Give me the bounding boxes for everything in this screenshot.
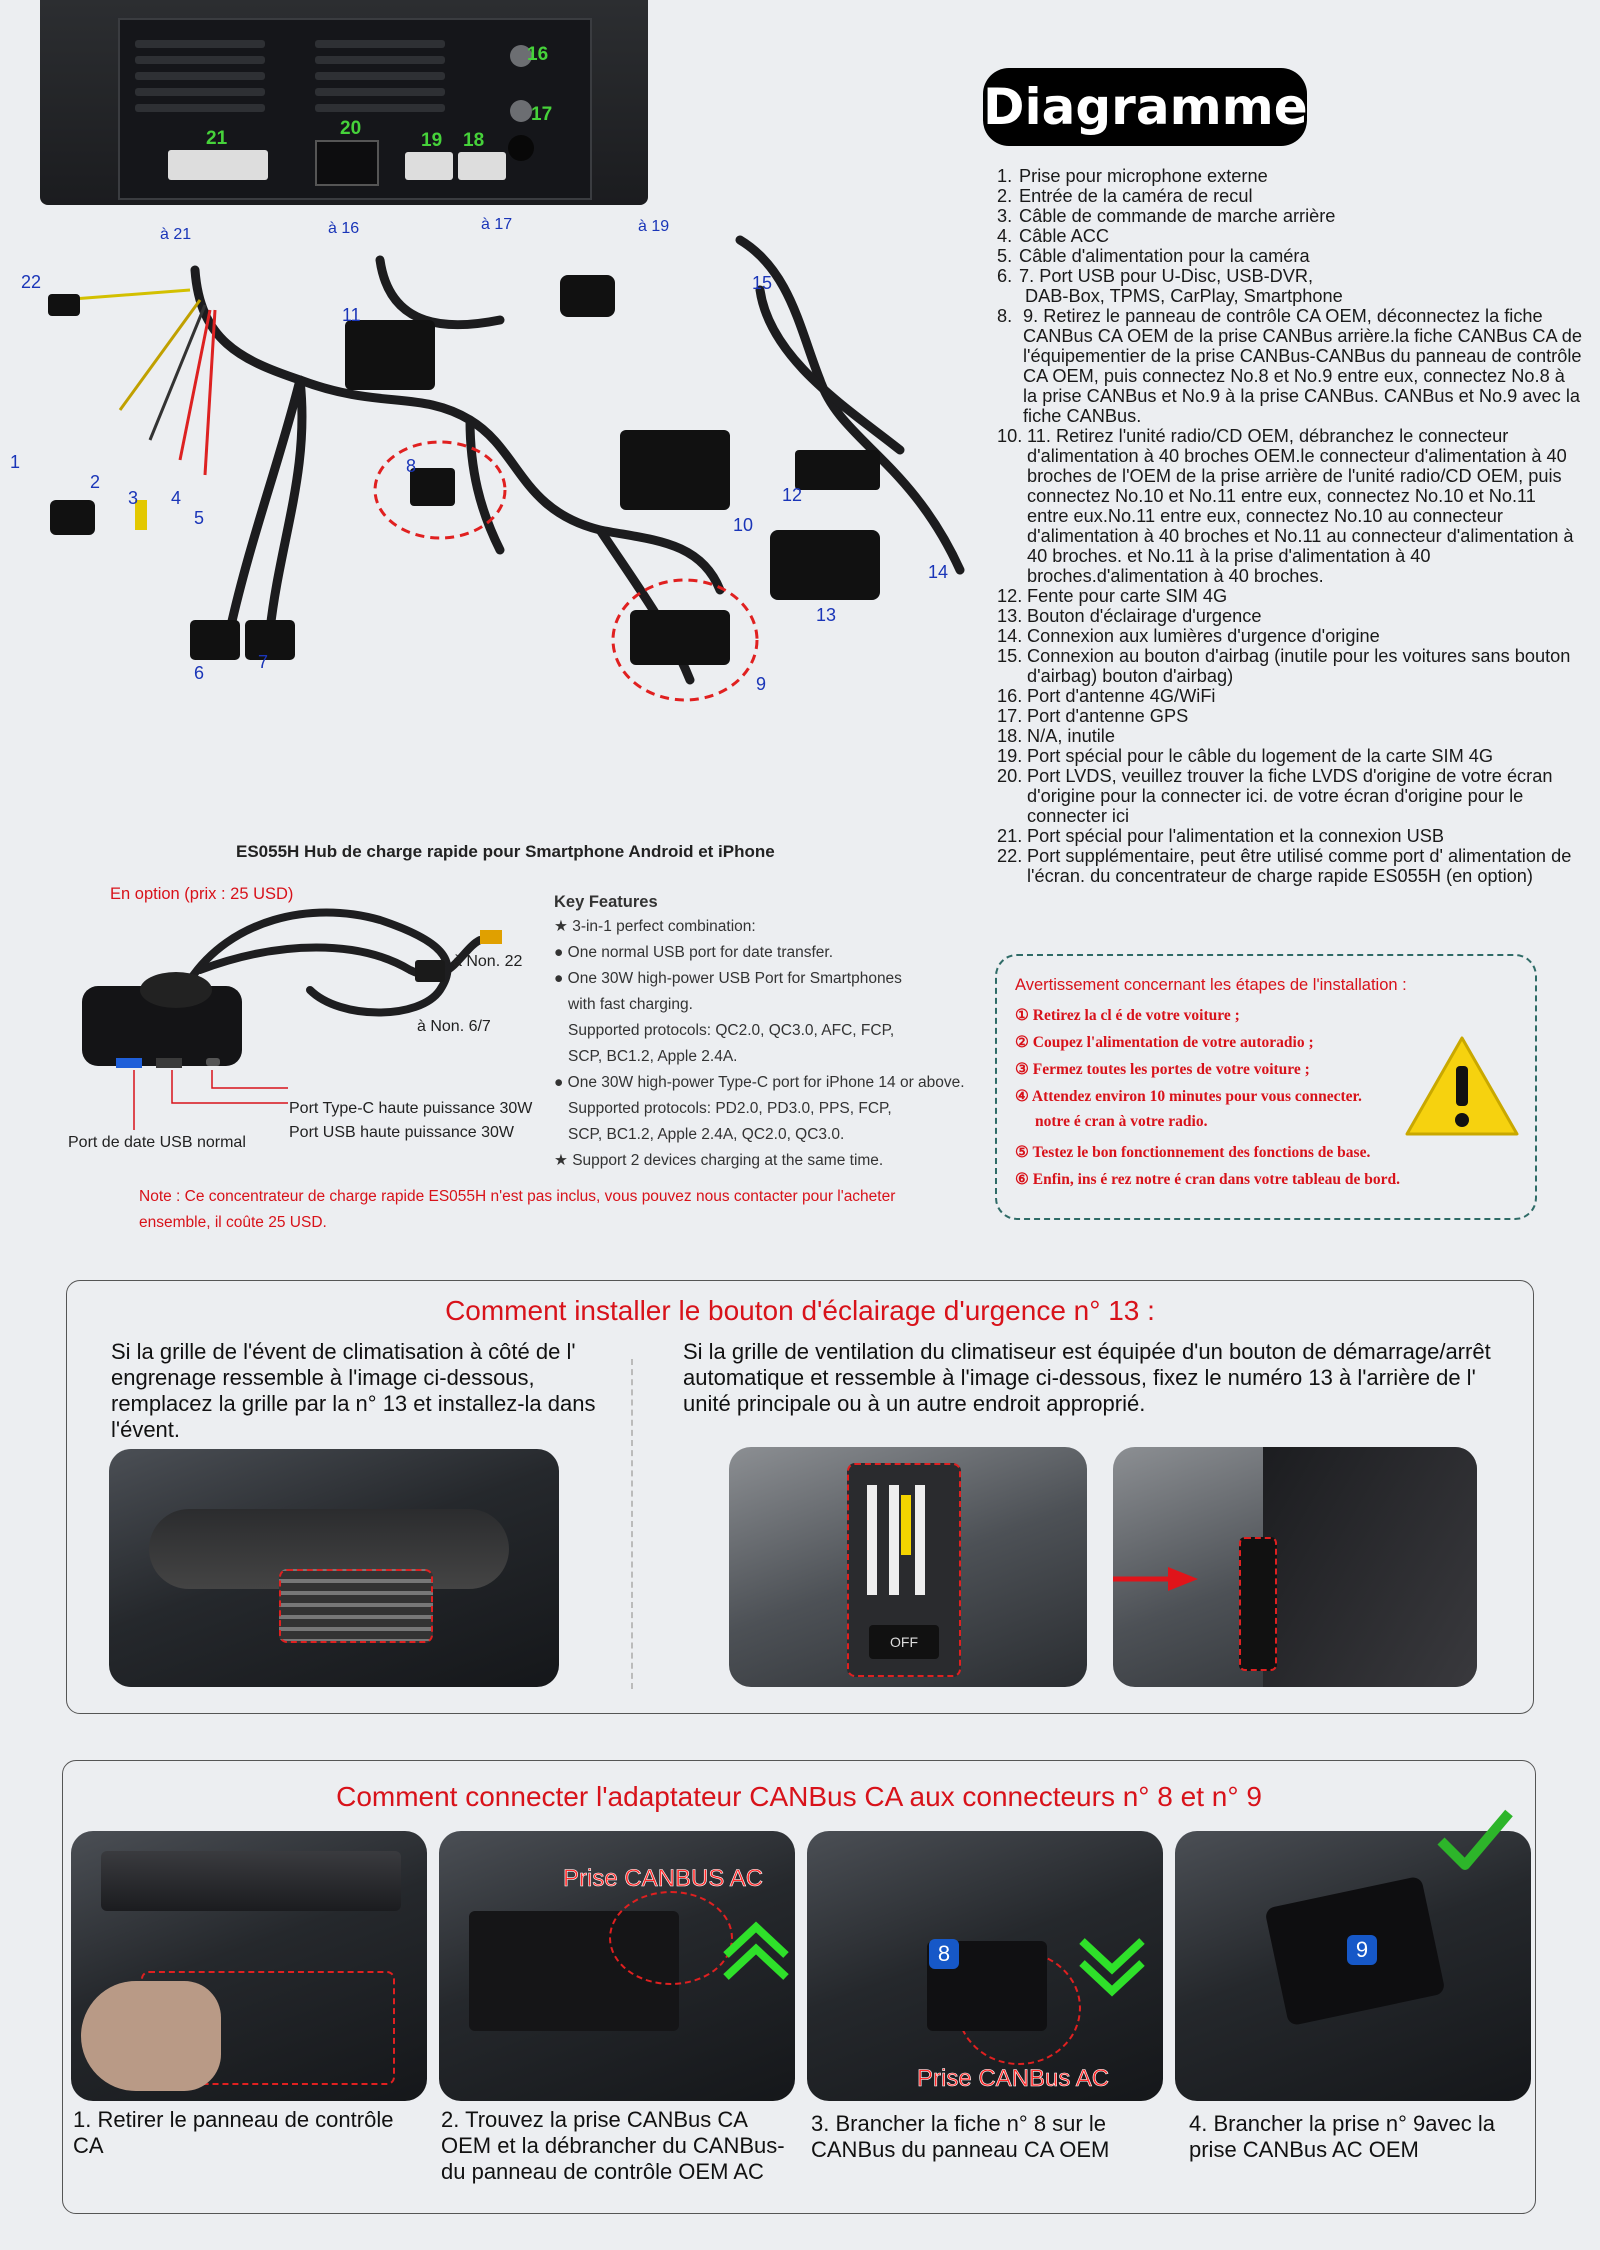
harness-num-13: 13 xyxy=(816,605,837,625)
warning-step: ⑥ Enfin, ins é rez notre é cran dans votre tableau de bord. xyxy=(1015,1171,1401,1188)
hub-typec-label: Port Type-C haute puissance 30W xyxy=(289,1100,533,1117)
vent-highlight xyxy=(279,1569,433,1643)
warning-step: ② Coupez l'alimentation de votre autoradio ; xyxy=(1015,1034,1314,1051)
hand xyxy=(81,1981,221,2091)
legend-item: 2. Entrée de la caméra de recul xyxy=(997,186,1253,206)
warning-step: ③ Fermez toutes les portes de votre voiture ; xyxy=(1015,1061,1310,1078)
cd-slot xyxy=(101,1851,401,1911)
hub-pointer-lines xyxy=(120,1070,290,1140)
head-unit-rear-photo xyxy=(40,0,648,205)
ac-panel-photo xyxy=(71,1831,427,2101)
feature-line: ● One normal USB port for date transfer. xyxy=(554,944,834,961)
feature-line: ● One 30W high-power USB Port for Smartphones xyxy=(554,970,902,987)
legend-item: 6. 7. Port USB pour U-Disc, USB-DVR, xyxy=(997,266,1314,286)
legend-list xyxy=(997,166,1582,886)
feature-line: ● One 30W high-power Type-C port for iPhone 14 or above. xyxy=(554,1074,965,1091)
legend-item: 16. Port d'antenne 4G/WiFi xyxy=(997,686,1216,706)
canbus-step: 4. Brancher la prise n° 9avec la prise CANBus AC OEM xyxy=(1189,2111,1495,2162)
label-17: 17 xyxy=(531,104,553,125)
legend-item: 10. 11. Retirez l'unité radio/CD OEM, débranchez le connecteur d'alimentation à 40 broches OEM.le connecteur d'alimentation à 40 broches de l'OEM de la prise arrière de l'unité radio/CD OEM, puis connectez No.10 et No.11 entre eux, connectez No.10 et No.11 entre eux.No.11 entre eux, connectez No.10 au connecteur d'alimentation à 40 broches et No.11 au connecteur d'alimentation à 40 broches. et No.11 à la prise d'alimentation à 40 broches.d'alimentation à 40 broches. xyxy=(997,426,1574,586)
canbus-step: 1. Retirer le panneau de contrôle CA xyxy=(73,2107,394,2158)
check-icon xyxy=(1435,1805,1515,1875)
legend-item: 19. Port spécial pour le câble du logement de la carte SIM 4G xyxy=(997,746,1494,766)
harness-num-15: 15 xyxy=(752,273,773,293)
cable-label-a16: à 16 xyxy=(328,220,360,237)
green-up-chevron-icon xyxy=(721,1915,791,1985)
port-21 xyxy=(168,150,268,180)
port-extra xyxy=(508,135,534,161)
label-18: 18 xyxy=(463,130,485,151)
section1-title: Comment installer le bouton d'éclairage d'urgence n° 13 : xyxy=(445,1295,1155,1326)
legend-item: 17. Port d'antenne GPS xyxy=(997,706,1189,726)
head-unit-body xyxy=(1263,1447,1477,1687)
label-21: 21 xyxy=(206,128,228,149)
badge-8: 8 xyxy=(929,1939,959,1969)
hub-label-non67: à Non. 6/7 xyxy=(417,1018,491,1035)
warning-step: notre é cran à votre radio. xyxy=(1035,1113,1208,1130)
warning-step: ⑤ Testez le bon fonctionnement des fonctions de base. xyxy=(1015,1144,1371,1161)
hub-usb-data-label: Port de date USB normal xyxy=(68,1134,246,1151)
vent-slat xyxy=(889,1485,899,1595)
section1-right-text: Si la grille de ventilation du climatiseur est équipée d'un bouton de démarrage/arrêt automatique et ressemble à l'image ci-dessous, fixez le numéro 13 à l'arrière de l' unité principale ou à un autre endroit approprié. xyxy=(683,1339,1491,1416)
label-19: 19 xyxy=(421,130,443,151)
canbus-plug-photo xyxy=(439,1831,795,2101)
section2-title: Comment connecter l'adaptateur CANBus CA aux connecteurs n° 8 et n° 9 xyxy=(336,1781,1262,1812)
legend-item: 5. Câble d'alimentation pour la caméra xyxy=(997,246,1310,266)
hub-note: Note : Ce concentrateur de charge rapide ES055H n'est pas inclus, vous pouvez nous contacter pour l'acheter ensemble, il coûte 25 USD. xyxy=(139,1188,896,1231)
canbus-highlight xyxy=(609,1891,733,1985)
hub-title: ES055H Hub de charge rapide pour Smartphone Android et iPhone xyxy=(236,842,775,861)
hub-label-non22: à Non. 22 xyxy=(453,953,523,970)
harness-illustration xyxy=(0,210,980,710)
legend-item: 22. Port supplémentaire, peut être utilisé comme port d' alimentation de l'écran. du concentrateur de charge rapide ES055H (en option) xyxy=(997,846,1572,886)
section1-left-text: Si la grille de l'évent de climatisation à côté de l' engrenage ressemble à l'image ci-dessous, remplacez la grille par la n° 13 et installez-la dans l'évent. xyxy=(111,1339,596,1442)
photo-label-canbus: Prise CANBUS AC xyxy=(563,1865,764,1892)
photo-label-canbus-ac: Prise CANBus AC xyxy=(917,2065,1110,2092)
hub-usb-hp-label: Port USB haute puissance 30W xyxy=(289,1124,515,1141)
harness-num-7: 7 xyxy=(258,652,269,672)
diagramme-title-badge: Diagramme xyxy=(983,68,1307,146)
port-19 xyxy=(405,152,453,180)
canbus-step: 3. Brancher la fiche n° 8 sur le CANBus du panneau CA OEM xyxy=(811,2111,1110,2162)
section1-divider xyxy=(631,1359,633,1689)
hub-option-price: En option (prix : 25 USD) xyxy=(110,885,294,903)
harness-num-22: 22 xyxy=(21,272,42,292)
vent-slat xyxy=(915,1485,925,1595)
green-down-chevron-icon xyxy=(1077,1931,1147,2001)
installation-warning-box xyxy=(995,954,1537,1220)
vent-slat-yellow xyxy=(901,1495,911,1555)
harness-num-10: 10 xyxy=(733,515,754,535)
red-arrow-icon xyxy=(1113,1559,1203,1599)
harness-num-1: 1 xyxy=(10,452,21,472)
legend-item: 3. Câble de commande de marche arrière xyxy=(997,206,1336,226)
port-20 xyxy=(315,140,379,186)
feature-line: Supported protocols: QC2.0, QC3.0, AFC, FCP, xyxy=(568,1022,895,1039)
warning-title: Avertissement concernant les étapes de l'installation : xyxy=(1015,976,1407,994)
legend-item: 8. 9. Retirez le panneau de contrôle CA OEM, déconnectez la fiche CANBus CA OEM de la prise CANBus arrière.la fiche CANBus CA de l'équipementier de la prise CANBus-CANBus du panneau de contrôle CA OEM, puis connectez No.8 et No.9 entre eux, connectez No.8 à la prise CANBus et No.9 à la prise CANBus. CANBus et No.9 avec la fiche CANBus. xyxy=(997,306,1582,426)
cable-label-a17: à 17 xyxy=(481,216,513,233)
plug8-photo xyxy=(807,1831,1163,2101)
canbus-step: 2. Trouvez la prise CANBus CA OEM et la débrancher du CANBus-du panneau de contrôle OEM AC xyxy=(441,2107,785,2184)
warning-step: ① Retirez la cl é de votre voiture ; xyxy=(1015,1007,1240,1024)
vent-grille-photo xyxy=(109,1449,559,1687)
legend-item: 18. N/A, inutile xyxy=(997,726,1115,746)
vent-slots xyxy=(135,40,565,130)
harness-num-2: 2 xyxy=(90,472,101,492)
emergency-button-section xyxy=(66,1280,1534,1714)
auto-off-button: OFF xyxy=(869,1625,939,1659)
harness-num-12: 12 xyxy=(782,485,803,505)
harness-num-4: 4 xyxy=(171,488,182,508)
feature-line: SCP, BC1.2, Apple 2.4A. xyxy=(568,1048,738,1065)
harness-num-11: 11 xyxy=(342,305,361,325)
legend-item: 1. Prise pour microphone externe xyxy=(997,166,1268,186)
harness-num-5: 5 xyxy=(194,508,205,528)
harness-num-6: 6 xyxy=(194,663,205,683)
feature-line: with fast charging. xyxy=(568,996,693,1013)
harness-num-9: 9 xyxy=(756,674,767,694)
cable-label-a19: à 19 xyxy=(638,218,670,235)
legend-item: 15. Connexion au bouton d'airbag (inutile pour les voitures sans bouton d'airbag) bouton d'airbag) xyxy=(997,646,1571,686)
mount-photo xyxy=(1113,1447,1477,1687)
label-16: 16 xyxy=(527,44,549,65)
feature-line: ★ 3-in-1 perfect combination: xyxy=(554,918,756,935)
feature-line: SCP, BC1.2, Apple 2.4A, QC2.0, QC3.0. xyxy=(568,1126,845,1143)
legend-item: 21. Port spécial pour l'alimentation et la connexion USB xyxy=(997,826,1444,846)
antenna-port-17 xyxy=(510,100,532,122)
auto-start-stop-photo xyxy=(729,1447,1087,1687)
feature-line: ★ Support 2 devices charging at the same time. xyxy=(554,1152,884,1169)
warning-icon xyxy=(1403,1034,1521,1138)
hub-features xyxy=(554,890,994,1174)
start-stop-highlight xyxy=(847,1463,961,1677)
port-18 xyxy=(458,152,506,180)
harness-num-8: 8 xyxy=(406,456,417,476)
label-20: 20 xyxy=(340,118,362,139)
legend-item: 20. Port LVDS, veuillez trouver la fiche LVDS d'origine de votre écran d'origine pour la connecter ici. de votre écran d'origine pour le connecter ici xyxy=(997,766,1553,826)
vent-slat xyxy=(867,1485,877,1595)
harness-num-3: 3 xyxy=(128,488,139,508)
legend-item: 13. Bouton d'éclairage d'urgence xyxy=(997,606,1262,626)
feature-line: Supported protocols: PD2.0, PD3.0, PPS, FCP, xyxy=(568,1100,892,1117)
cable-label-a21: à 21 xyxy=(160,226,192,243)
canbus-section xyxy=(62,1760,1536,2214)
legend-item: 4. Câble ACC xyxy=(997,226,1109,246)
features-title: Key Features xyxy=(554,893,658,911)
legend-item: 12. Fente pour carte SIM 4G xyxy=(997,586,1228,606)
badge-9: 9 xyxy=(1347,1935,1377,1965)
mounted-button-highlight xyxy=(1239,1537,1277,1671)
legend-item: 14. Connexion aux lumières d'urgence d'origine xyxy=(997,626,1380,646)
legend-item: DAB-Box, TPMS, CarPlay, Smartphone xyxy=(1025,286,1343,306)
harness-num-14: 14 xyxy=(928,562,949,582)
warning-step: ④ Attendez environ 10 minutes pour vous connecter. xyxy=(1015,1088,1362,1105)
